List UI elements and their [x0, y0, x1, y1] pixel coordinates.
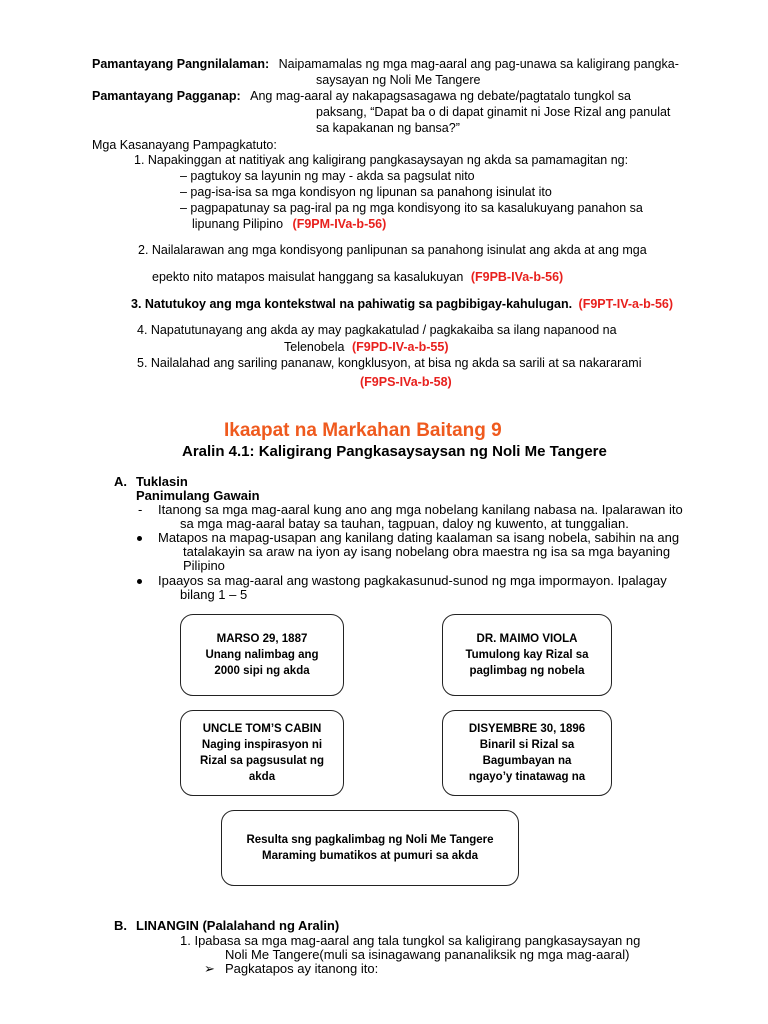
competency-1-sub-1: – pagtukoy sa layunin ng may - akda sa pagsulat nito	[180, 169, 475, 183]
competency-1-sub-3b-text: lipunang Pilipino	[192, 217, 284, 231]
competency-1-code: (F9PM-IVa-b-56)	[292, 217, 387, 231]
section-b-item-1-line2: Noli Me Tangere(muli sa isinagawang pananaliksik ng mga mag-aaral)	[225, 947, 630, 962]
box-line: Binaril si Rizal sa	[479, 739, 575, 751]
competency-2-text: epekto nito matapos maisulat hanggang sa kasalukuyan	[152, 270, 464, 284]
info-box-disyembre	[442, 710, 612, 796]
competency-3-code: (F9PT-IV-a-b-56)	[578, 297, 674, 311]
content-standard-text: Naipamamalas ng mga mag-aaral ang pag-unawa sa kaligirang pangka-	[278, 57, 679, 71]
box-line: MARSO 29, 1887	[216, 633, 308, 645]
box-line: paglimbag ng nobela	[469, 665, 585, 677]
competency-3-text: 3. Natutukoy ang mga kontekstwal na pahiwatig sa pagbibigay-kahulugan.	[131, 297, 573, 311]
competency-1-sub-2: – pag-isa-isa sa mga kondisyon ng lipunan sa panahong isinulat ito	[180, 185, 552, 199]
competency-5-code: (F9PS-IVa-b-58)	[360, 375, 452, 389]
box-line: ngayo’y tinatawag na	[468, 771, 586, 783]
item-1-line1: Itanong sa mga mag-aaral kung ano ang mga nobelang kanilang nabasa na. Ipalarawan ito	[158, 502, 683, 517]
content-standard-line2: saysayan ng Noli Me Tangere	[316, 73, 481, 87]
competency-4-text: Telenobela	[284, 340, 345, 354]
info-box-marso	[180, 614, 344, 696]
section-b-item-1-line1: 1. Ipabasa sa mga mag-aaral ang tala tungkol sa kaligirang pangkasaysayan ng	[180, 933, 641, 948]
skills-label: Mga Kasanayang Pampagkatuto:	[92, 138, 277, 152]
box-line: Maraming bumatikos at pumuri sa akda	[261, 850, 478, 862]
section-a-marker: A.	[114, 474, 127, 489]
competency-4-line1: 4. Napatutunayang ang akda ay may pagkakatulad / pagkakaiba sa ilang napanood na	[137, 323, 617, 337]
box-line: Bagumbayan na	[482, 755, 572, 767]
item-3-line2: bilang 1 – 5	[180, 587, 248, 602]
info-box-uncle-tom	[180, 710, 344, 796]
content-standard-label: Pamantayang Pangnilalaman:	[92, 57, 270, 71]
box-line: Unang nalimbag ang	[205, 649, 319, 661]
performance-standard-line2: paksang, “Dapat ba o di dapat ginamit ni Jose Rizal ang panulat	[316, 105, 671, 119]
item-2-line3: Pilipino	[183, 558, 225, 573]
section-b-item-1-sub: Pagkatapos ay itanong ito:	[225, 961, 379, 976]
box-line: 2000 sipi ng akda	[214, 665, 310, 677]
box-line: Resulta sng pagkalimbag ng Noli Me Tangere	[246, 834, 494, 846]
performance-standard-label: Pamantayang Pagganap:	[92, 89, 241, 103]
box-line: akda	[248, 771, 276, 783]
performance-standard-text: Ang mag-aaral ay nakapagsasagawa ng debate/pagtatalo tungkol sa	[250, 89, 631, 103]
item-3-line1: Ipaayos sa mag-aaral ang wastong pagkakasunud-sunod ng mga impormayon. Ipalagay	[158, 573, 667, 588]
competency-2-code: (F9PB-IVa-b-56)	[470, 270, 564, 284]
item-2-line2: tatalakayin sa araw na iyon ay isang nobelang obra maestra ng isa sa mga bayaning	[183, 544, 671, 559]
box-line: Tumulong kay Rizal sa	[465, 649, 589, 661]
competency-1: 1. Napakinggan at natitiyak ang kaligirang pangkasaysayan ng akda sa pamamagitan ng:	[134, 153, 629, 167]
competency-4-code: (F9PD-IV-a-b-55)	[351, 340, 449, 354]
competency-1-sub-3: – pagpapatunay sa pag-iral pa ng mga kondisyong ito sa kasalukuyang panahon sa	[180, 201, 643, 215]
lesson-subtitle: Aralin 4.1: Kaligirang Pangkasaysaysan ng Noli Me Tangere	[182, 443, 607, 460]
section-b-title: LINANGIN (Palalahand ng Aralin)	[136, 918, 340, 933]
box-line: Naging inspirasyon ni	[201, 739, 323, 751]
page-title: Ikaapat na Markahan Baitang 9	[224, 420, 502, 441]
box-line: UNCLE TOM’S CABIN	[202, 723, 322, 735]
competency-1-sub-3b	[192, 217, 386, 231]
bullet-icon	[137, 536, 142, 541]
competency-5: 5. Nailalahad ang sariling pananaw, kongklusyon, at bisa ng akda sa sarili at sa nakararami	[137, 356, 642, 370]
arrow-bullet-icon: ➢	[204, 961, 215, 976]
section-b-marker: B.	[114, 918, 127, 933]
bullet-icon	[137, 579, 142, 584]
performance-standard-line1	[92, 89, 631, 103]
box-line: DR. MAIMO VIOLA	[476, 633, 578, 645]
info-box-viola	[442, 614, 612, 696]
box-line: DISYEMBRE 30, 1896	[468, 723, 586, 735]
item-2-line1: Matapos na mapag-usapan ang kanilang dating kaalaman sa isang nobela, sabihin na ang	[158, 530, 680, 545]
competency-2-line1: 2. Nailalarawan ang mga kondisyong panlipunan sa panahong isinulat ang akda at ang mga	[138, 243, 647, 257]
section-a-subtitle: Panimulang Gawain	[136, 488, 260, 503]
competency-3	[131, 297, 673, 311]
competency-4-line2	[284, 340, 449, 354]
competency-2-line2	[152, 270, 563, 284]
performance-standard-line3: sa kapakanan ng bansa?”	[316, 121, 460, 135]
info-box-resulta	[221, 810, 519, 886]
item-1-line2: sa mga mag-aaral batay sa tauhan, tagpuan, daloy ng kuwento, at tunggalian.	[180, 516, 629, 531]
content-standard-line1	[92, 57, 679, 71]
dash-marker: -	[138, 502, 143, 517]
section-a-title: Tuklasin	[136, 474, 188, 489]
box-line: Rizal sa pagsusulat ng	[200, 755, 324, 767]
